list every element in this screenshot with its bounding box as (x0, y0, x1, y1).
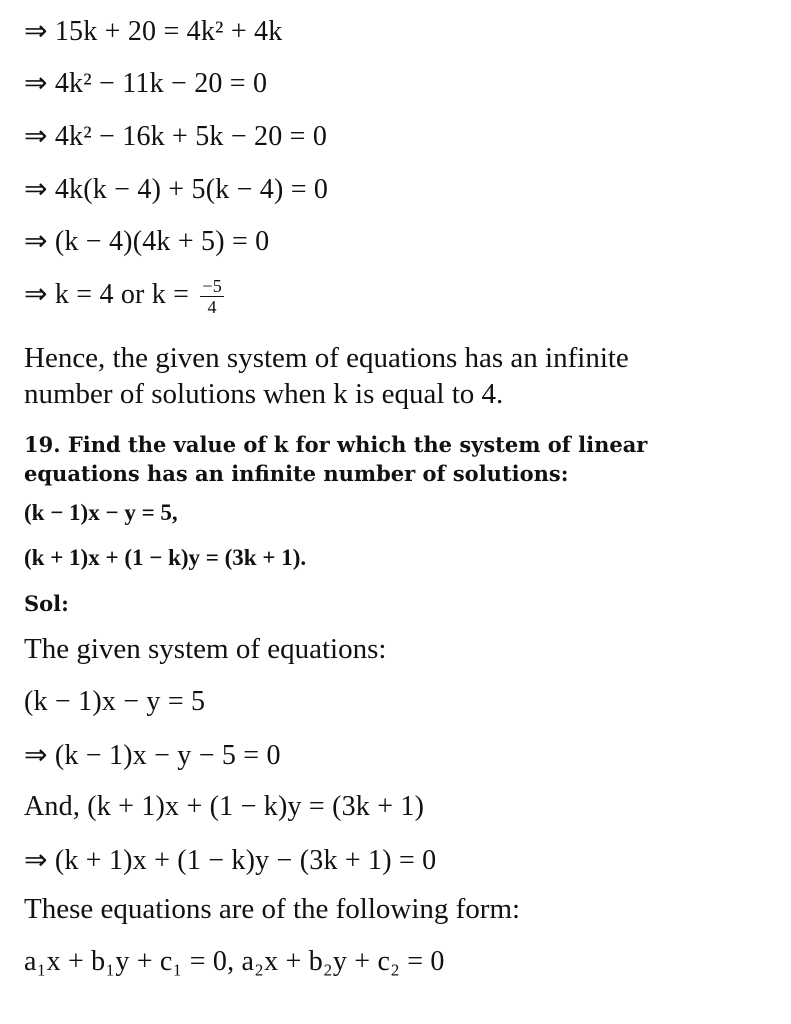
solution-text-7: a₁x + b₁y + c₁ = 0, a₂x + b₂y + c₂ = 0 (24, 946, 445, 977)
solution-text-6: These equations are of the following form: (24, 893, 521, 925)
solution-text-3: ⇒ (k − 1)x − y − 5 = 0 (24, 740, 281, 771)
equation-line-1: ⇒ 15k + 20 = 4k² + 4k (24, 16, 283, 47)
equation-line-3: ⇒ 4k² − 16k + 5k − 20 = 0 (24, 121, 328, 152)
fraction-denominator: 4 (207, 297, 217, 317)
fraction-numerator: −5 (202, 276, 222, 296)
equation-line-4: ⇒ 4k(k − 4) + 5(k − 4) = 0 (24, 174, 329, 205)
solution-k-line (24, 276, 224, 317)
solution-text-4: And, (k + 1)x + (1 − k)y = (3k + 1) (24, 791, 425, 822)
solution-text-1: The given system of equations: (24, 633, 387, 665)
sol-label: Sol: (24, 591, 69, 616)
equation-line-2: ⇒ 4k² − 11k − 20 = 0 (24, 68, 268, 99)
fraction (200, 276, 224, 317)
question-equation-2: (k + 1)x + (1 − k)y = (3k + 1). (24, 545, 307, 570)
question-title-line-1: 19. Find the value of k for which the system of linear (24, 432, 648, 457)
question-equation-1: (k − 1)x − y = 5, (24, 500, 178, 525)
solution-text-2: (k − 1)x − y = 5 (24, 686, 206, 717)
conclusion-line-1: Hence, the given system of equations has an infinite (24, 342, 629, 374)
equation-line-5: ⇒ (k − 4)(4k + 5) = 0 (24, 226, 270, 257)
question-title-line-2: equations has an infinite number of solutions: (24, 461, 569, 486)
solution-text-5: ⇒ (k + 1)x + (1 − k)y − (3k + 1) = 0 (24, 845, 437, 876)
solution-k-prefix: ⇒ k = 4 or k = (24, 278, 197, 310)
conclusion-line-2: number of solutions when k is equal to 4. (24, 378, 504, 410)
